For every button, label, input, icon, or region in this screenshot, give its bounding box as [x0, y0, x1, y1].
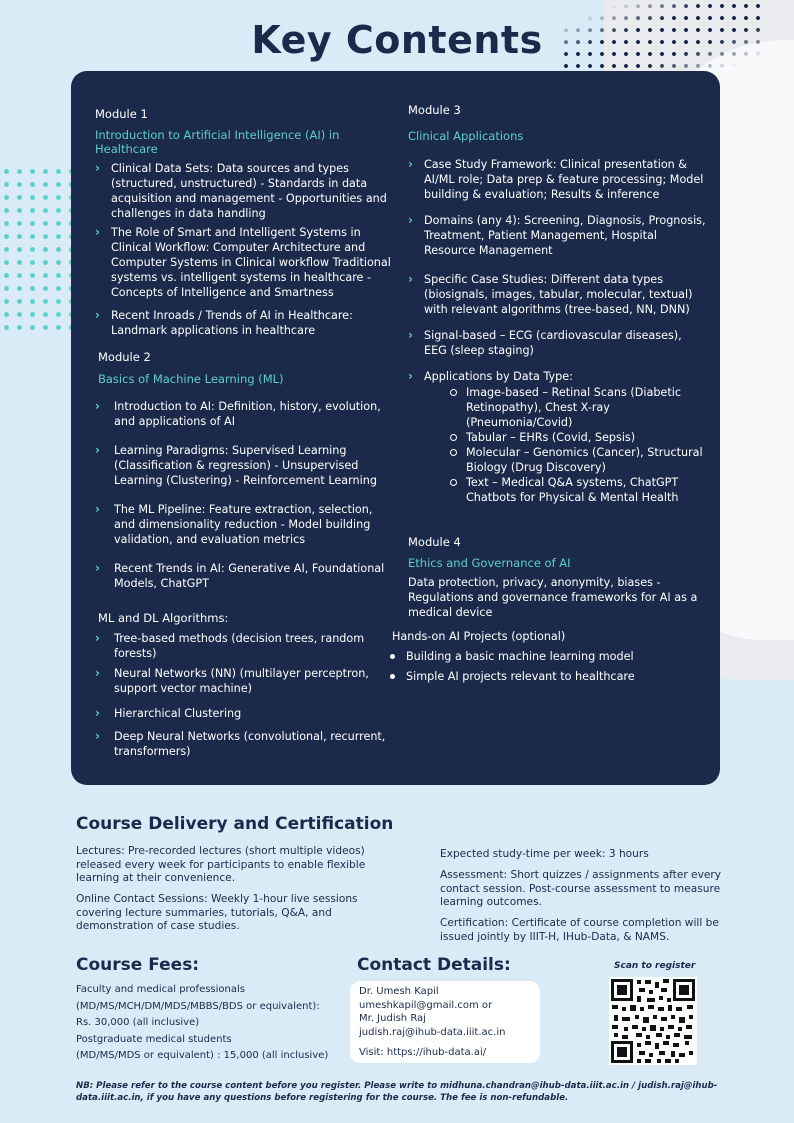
list-item: › Applications by Data Type:	[408, 369, 573, 383]
list-item: › Case Study Framework: Clinical presentation & AI/ML role; Data prep & feature processing; Model building & evaluation; Results & inference	[408, 157, 704, 201]
chevron-right-icon: ›	[95, 225, 100, 239]
list-item: Text – Medical Q&A systems, ChatGPT Chatbots for Physical & Mental Health	[466, 475, 706, 505]
delivery-study-time: Expected study-time per week: 3 hours	[440, 848, 649, 860]
bullet-icon	[390, 654, 395, 659]
list-item: Molecular – Genomics (Cancer), Structural Biology (Drug Discovery)	[466, 445, 706, 475]
module2-subtitle: Basics of Machine Learning (ML)	[98, 372, 284, 386]
key-contents-card	[71, 71, 720, 785]
right-column	[392, 103, 706, 684]
list-item: Simple AI projects relevant to healthcare	[390, 669, 706, 684]
chevron-right-icon: ›	[408, 157, 413, 171]
circle-bullet-icon	[450, 389, 457, 396]
list-item: › The ML Pipeline: Feature extraction, selection, and dimensionality reduction - Model building validation, and evaluation metrics	[95, 502, 373, 546]
list-item: › Neural Networks (NN) (multilayer perceptron, support vector machine)	[95, 666, 369, 695]
chevron-right-icon: ›	[95, 706, 100, 720]
contact-title: Contact Details:	[357, 955, 511, 975]
circle-bullet-icon	[450, 434, 457, 441]
list-item: › Recent Trends in AI: Generative AI, Foundational Models, ChatGPT	[95, 561, 385, 590]
contact-details: Dr. Umesh Kapil umeshkapil@gmail.com or Mr. Judish Raj judish.raj@ihub-data.iiit.ac.in Visit: https://ihub-data.ai/	[359, 985, 539, 1060]
list-item: › Deep Neural Networks (convolutional, recurrent, transformers)	[95, 729, 386, 758]
delivery-sessions: Online Contact Sessions: Weekly 1-hour live sessions covering lecture summaries, tutorials, Q&A, and demonstration of case studies.	[76, 893, 358, 932]
list-item: › Learning Paradigms: Supervised Learning (Classification & regression) - Unsupervised Learning (Clustering) - Reinforcement Learning	[95, 443, 377, 487]
circle-bullet-icon	[450, 479, 457, 486]
visit-link[interactable]: Visit: https://ihub-data.ai/	[359, 1047, 487, 1058]
module4-label: Module 4	[408, 535, 461, 549]
list-item: Building a basic machine learning model	[390, 649, 706, 664]
list-item: › Clinical Data Sets: Data sources and types (structured, unstructured) - Standards in data acquisition and management - Opportunities and challenges in data handling	[95, 161, 387, 220]
list-item: › Signal-based – ECG (cardiovascular diseases), EEG (sleep staging)	[408, 328, 682, 357]
module1-label: Module 1	[95, 107, 148, 121]
qr-code[interactable]	[609, 977, 697, 1065]
circle-bullet-icon	[450, 449, 457, 456]
algorithms-label: ML and DL Algorithms:	[98, 611, 229, 625]
module4-subtitle: Ethics and Governance of AI	[408, 556, 571, 570]
list-item: › Hierarchical Clustering	[95, 706, 242, 720]
chevron-right-icon: ›	[95, 443, 100, 457]
chevron-right-icon: ›	[95, 729, 100, 743]
list-item: › Recent Inroads / Trends of AI in Healthcare: Landmark applications in healthcare	[95, 308, 353, 337]
page-title: Key Contents	[251, 18, 543, 62]
chevron-right-icon: ›	[95, 308, 100, 322]
chevron-right-icon: ›	[95, 502, 100, 516]
delivery-title: Course Delivery and Certification	[76, 814, 394, 834]
decorative-dots-left	[0, 165, 80, 335]
list-item: Image-based – Retinal Scans (Diabetic Retinopathy), Chest X-ray (Pneumonia/Covid)	[466, 385, 706, 430]
chevron-right-icon: ›	[95, 561, 100, 575]
list-item: › Specific Case Studies: Different data types (biosignals, images, tabular, molecular, textual) with relevant algorithms (tree-based, NN, DNN)	[408, 272, 693, 316]
bullet-icon	[390, 674, 395, 679]
list-item: › Tree-based methods (decision trees, random forests)	[95, 631, 365, 660]
list-item: › The Role of Smart and Intelligent Systems in Clinical Workflow: Computer Architecture and Computer Systems in Clinical workflow Traditional systems vs. intelligent systems in healthcare - Concepts of Intelligence and Smartness	[95, 225, 391, 299]
delivery-assessment: Assessment: Short quizzes / assignments after every contact session. Post-course assessment to measure learning outcomes.	[440, 869, 721, 908]
handson-label: Hands-on AI Projects (optional)	[392, 630, 566, 643]
fees-title: Course Fees:	[76, 955, 200, 975]
chevron-right-icon: ›	[408, 213, 413, 227]
list-item: › Domains (any 4): Screening, Diagnosis, Prognosis, Treatment, Patient Management, Hospital Resource Management	[408, 213, 706, 257]
chevron-right-icon: ›	[95, 631, 100, 645]
module3-label: Module 3	[408, 103, 461, 117]
chevron-right-icon: ›	[95, 399, 100, 413]
delivery-certification: Certification: Certificate of course completion will be issued jointly by IIIT-H, IHub-Data, & NAMS.	[440, 917, 719, 943]
chevron-right-icon: ›	[408, 369, 413, 383]
fees-details: Faculty and medical professionals (MD/MS/MCH/DM/MDS/MBBS/BDS or equivalent): Rs. 30,000 (all inclusive) Postgraduate medical students (MD/MS/MDS or equivalent) : 15,000 (all inclusive)	[76, 984, 329, 1061]
chevron-right-icon: ›	[408, 328, 413, 342]
module1-subtitle: Introduction to Artificial Intelligence (AI) in Healthcare	[95, 128, 340, 156]
list-item: › Introduction to AI: Definition, history, evolution, and applications of AI	[95, 399, 381, 428]
qr-caption: Scan to register	[614, 961, 696, 971]
qr-code-icon	[609, 977, 697, 1065]
left-column	[95, 107, 395, 759]
module2-label: Module 2	[98, 350, 151, 364]
module4-text: Data protection, privacy, anonymity, biases - Regulations and governance frameworks for AI as a medical device	[408, 576, 698, 619]
footnote: NB: Please refer to the course content before you register. Please write to midhuna.chandran@ihub-data.iiit.ac.in / judish.raj@ihub-data.iiit.ac.in, if you have any questions before registering for the course. The fee is non-refundable.	[76, 1081, 718, 1103]
delivery-lectures: Lectures: Pre-recorded lectures (short multiple videos) released every week for participants to enable flexible learning at their convenience.	[76, 845, 366, 884]
list-item: Tabular – EHRs (Covid, Sepsis)	[466, 430, 706, 445]
chevron-right-icon: ›	[95, 161, 100, 175]
chevron-right-icon: ›	[95, 666, 100, 680]
data-type-list	[408, 385, 706, 505]
chevron-right-icon: ›	[408, 272, 413, 286]
module3-subtitle: Clinical Applications	[408, 129, 524, 143]
